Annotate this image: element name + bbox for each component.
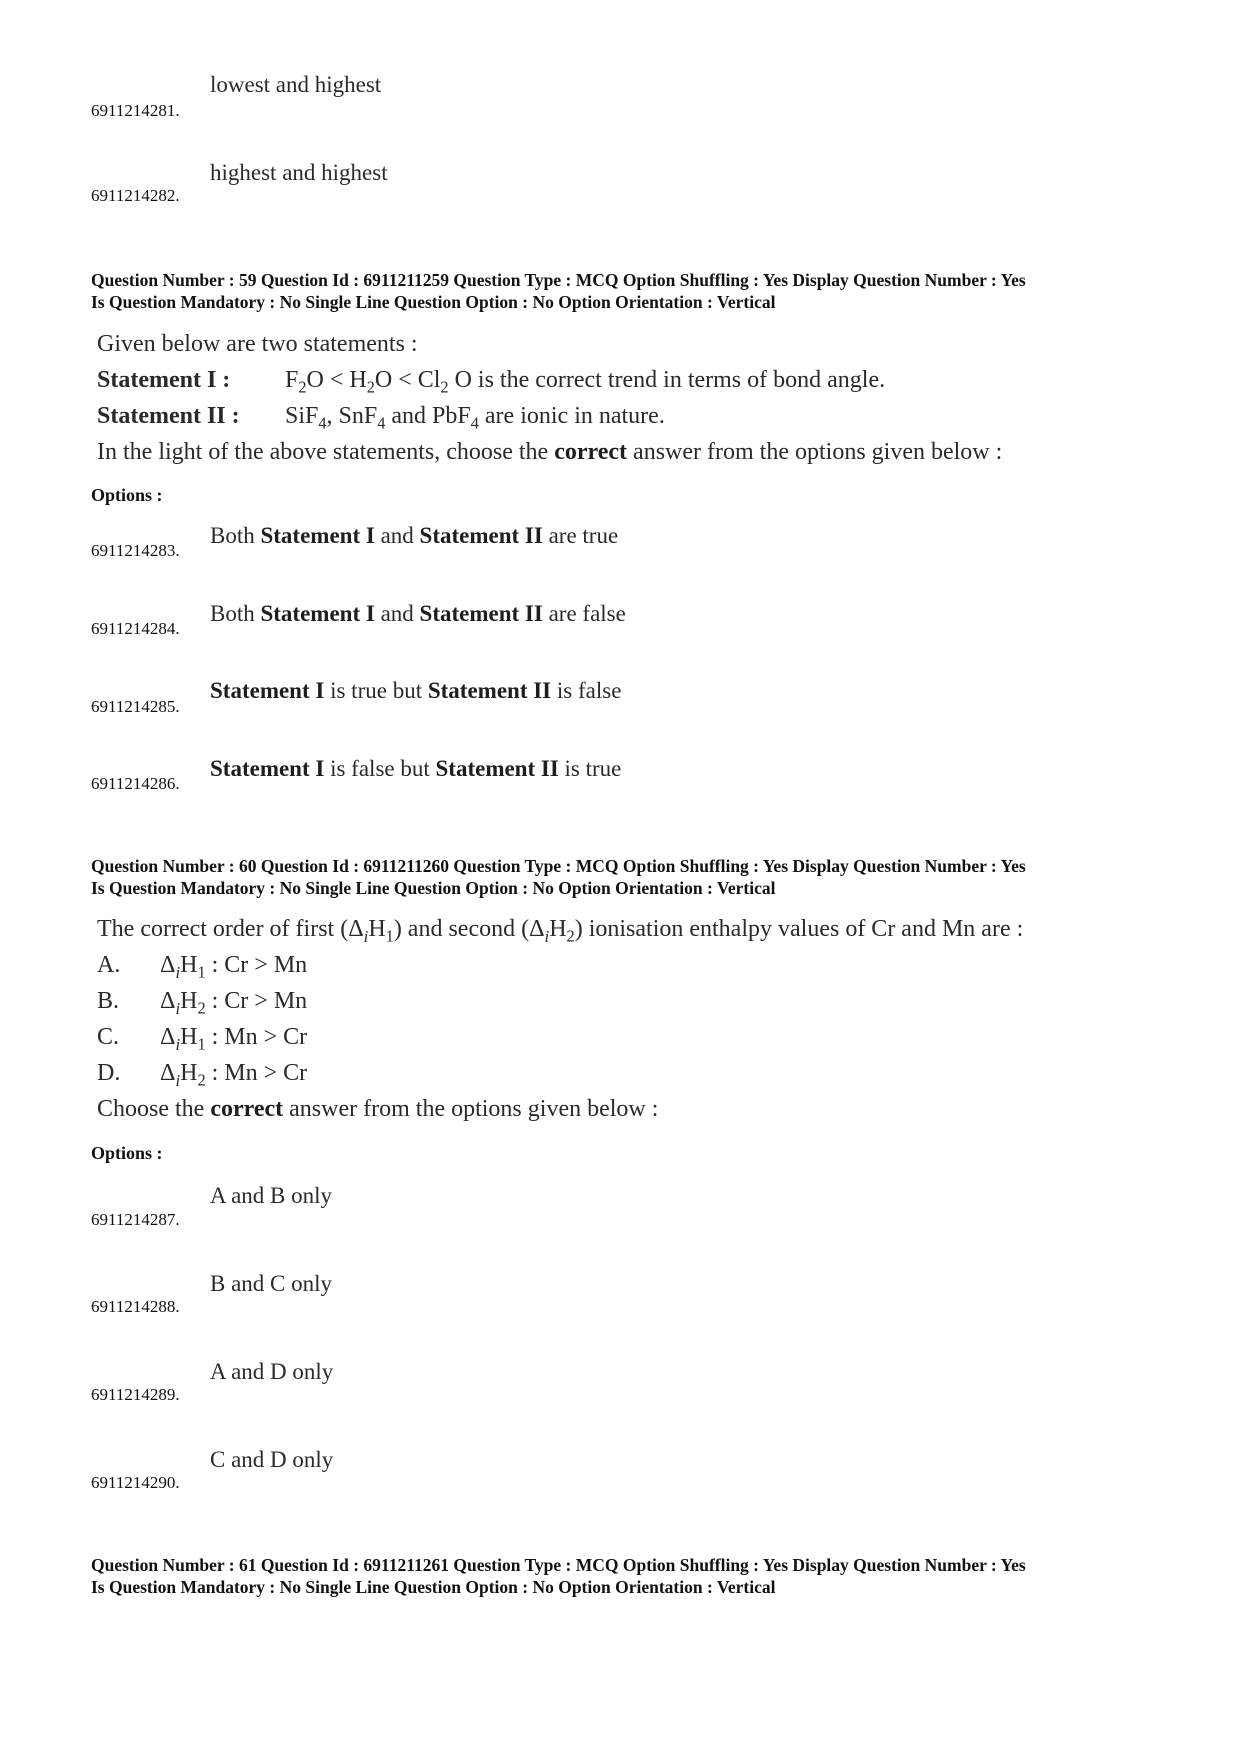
- option-id: 6911214282.: [91, 186, 180, 205]
- option-id: 6911214283.: [91, 541, 180, 560]
- option-id: 6911214289.: [91, 1385, 180, 1404]
- closing-line: Choose the correct answer from the options given below :: [97, 1096, 659, 1122]
- option-id: 6911214284.: [91, 619, 180, 638]
- option-text: Statement I is false but Statement II is true: [210, 756, 622, 781]
- closing-line: In the light of the above statements, choose the correct answer from the options given below :: [97, 439, 1003, 465]
- question-body: [97, 326, 1002, 470]
- option-text: Statement I is true but Statement II is false: [210, 678, 622, 703]
- question-meta: Is Question Mandatory : No Single Line Question Option : No Option Orientation : Vertical: [91, 1577, 776, 1597]
- option-id: 6911214290.: [91, 1473, 180, 1492]
- question-meta: Question Number : 60 Question Id : 6911211260 Question Type : MCQ Option Shuffling : Yes Display Question Number : Yes: [91, 856, 1026, 876]
- option-text: lowest and highest: [210, 72, 382, 97]
- option-id: 6911214287.: [91, 1210, 180, 1229]
- statement-1: Statement I : $F_2O < H_2O < Cl_2$ O is the correct trend in terms of bond angle.: [97, 362, 1002, 398]
- option-text: Both Statement I and Statement II are false: [210, 601, 626, 626]
- question-meta: Is Question Mandatory : No Single Line Question Option : No Option Orientation : Vertical: [91, 878, 776, 898]
- option-text: A and B only: [210, 1183, 333, 1208]
- statement-label: Statement I :: [97, 367, 231, 393]
- intro-line: Given below are two statements :: [97, 331, 418, 357]
- list-item: C. $\Delta_iH_1$ : Mn > Cr: [97, 1024, 308, 1054]
- statement-label: Statement II :: [97, 403, 240, 429]
- question-meta: Question Number : 61 Question Id : 6911211261 Question Type : MCQ Option Shuffling : Yes Display Question Number : Yes: [91, 1555, 1026, 1575]
- list-item: B. $\Delta_iH_2$ : Cr > Mn: [97, 988, 308, 1018]
- stem-line: The correct order of first $(\Delta_iH_1)$ and second $(\Delta_iH_2)$ ionisation enthalpy values of Cr and Mn are :: [97, 916, 1024, 946]
- option-text: highest and highest: [210, 160, 388, 185]
- option-id: 6911214286.: [91, 774, 180, 793]
- option-id: 6911214288.: [91, 1297, 180, 1316]
- list-item: A. $\Delta_iH_1$ : Cr > Mn: [97, 952, 308, 982]
- option-text: Both Statement I and Statement II are true: [210, 523, 619, 548]
- question-body: [97, 911, 1023, 1127]
- option-text: A and D only: [210, 1359, 334, 1384]
- options-label: Options :: [91, 1143, 163, 1163]
- option-id: 6911214285.: [91, 697, 180, 716]
- statement-2: Statement II : SiF$_4$, SnF$_4$ and PbF$_4$ are ionic in nature.: [97, 398, 1002, 434]
- options-label: Options :: [91, 485, 163, 505]
- option-text: B and C only: [210, 1271, 333, 1296]
- list-item: D. $\Delta_iH_2$ : Mn > Cr: [97, 1060, 308, 1090]
- option-id: 6911214281.: [91, 101, 180, 120]
- question-meta: Is Question Mandatory : No Single Line Question Option : No Option Orientation : Vertical: [91, 292, 776, 312]
- question-meta: Question Number : 59 Question Id : 6911211259 Question Type : MCQ Option Shuffling : Yes Display Question Number : Yes: [91, 270, 1026, 290]
- option-text: C and D only: [210, 1447, 334, 1472]
